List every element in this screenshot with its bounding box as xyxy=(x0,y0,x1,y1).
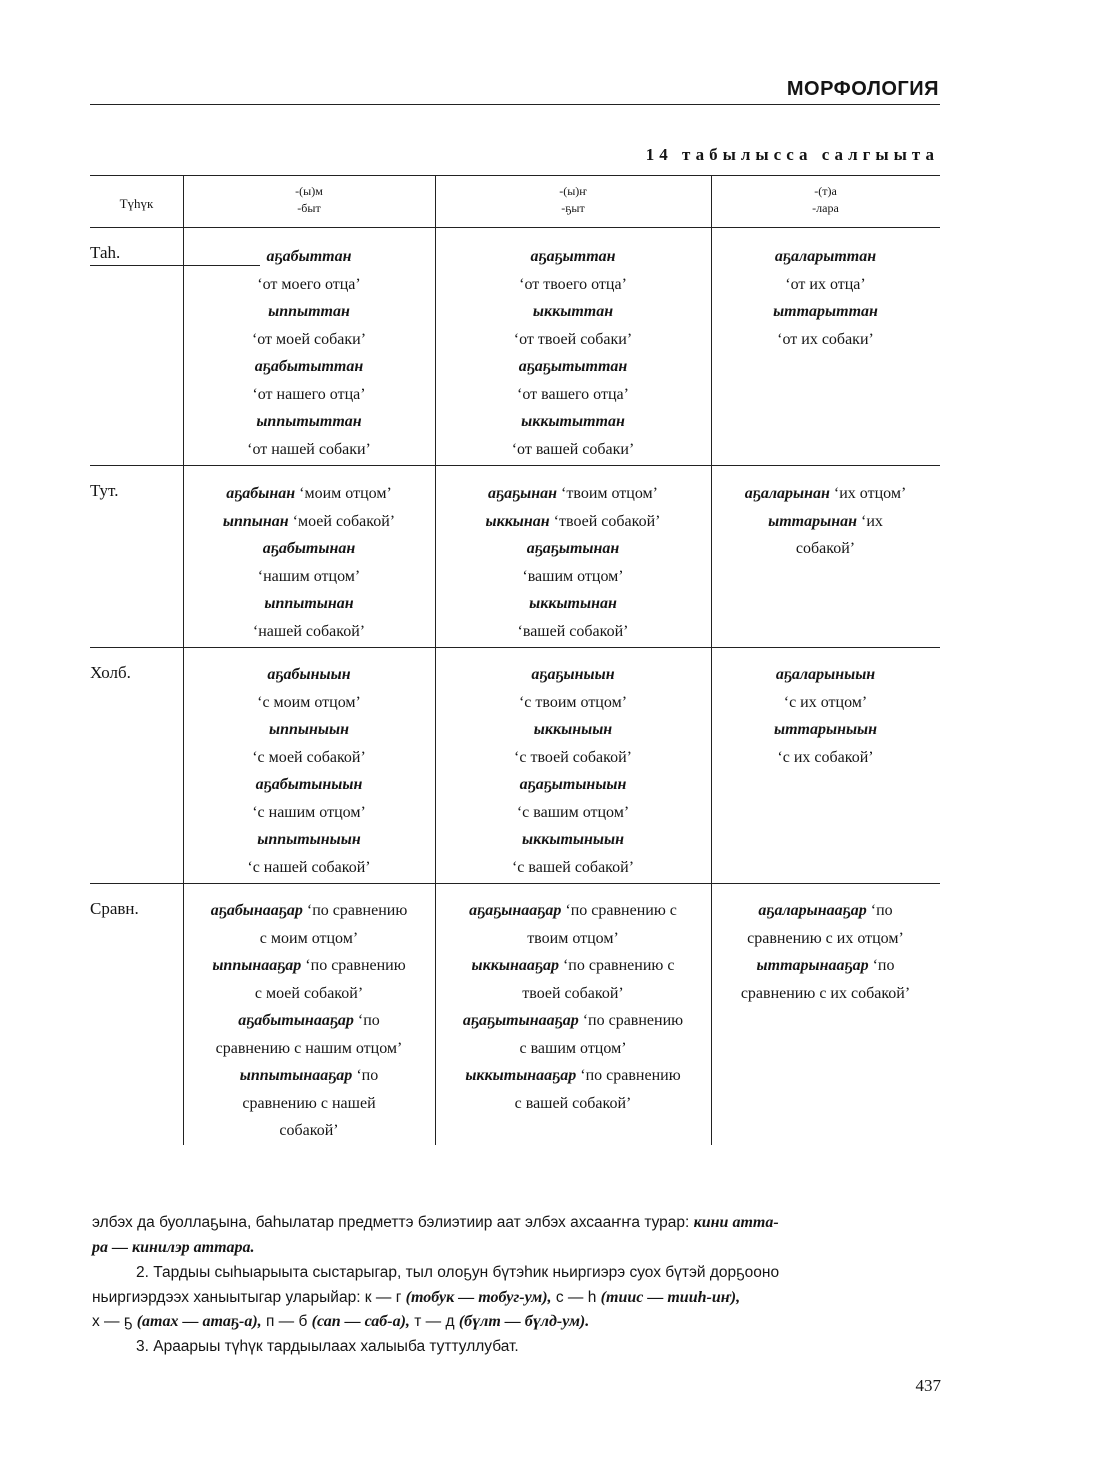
cell-sravn-col1 xyxy=(183,897,435,1145)
example-run: кини атта- xyxy=(693,1214,779,1231)
cell-sravn-col3 xyxy=(711,897,940,1007)
cell-line xyxy=(183,1062,435,1090)
cell-word: аҕаларынааҕар xyxy=(758,902,867,919)
cell-gloss: ‘по сравнению xyxy=(582,1012,684,1029)
text-run: х — ҕ xyxy=(92,1313,133,1330)
cell-sravn-col2 xyxy=(435,897,711,1117)
cell-line: ‘от вашей собаки’ xyxy=(511,440,635,458)
cell-word: ыккынан xyxy=(485,512,550,530)
cell-line: ‘нашей собакой’ xyxy=(252,622,366,640)
cell-line: ыппытыныын xyxy=(257,831,361,848)
cell-word: аҕаҕынан xyxy=(487,485,558,502)
cell-line xyxy=(711,952,940,980)
cell-line: аҕаҕытынан xyxy=(526,540,620,557)
text-run: с — һ xyxy=(555,1288,597,1306)
cell-line: ыккытыттан xyxy=(521,413,625,430)
cell-line: ‘от их отца’ xyxy=(785,275,866,293)
table-rule-row2 xyxy=(90,647,940,648)
cell-holb-col1 xyxy=(183,661,435,881)
cell-line: ‘с нашей собакой’ xyxy=(247,858,371,876)
cell-line: аҕабытынан xyxy=(262,540,356,557)
cell-line: ‘с моим отцом’ xyxy=(257,693,361,711)
header-col2-suffix-pl: -ҕыт xyxy=(561,201,585,215)
example-run: (сап — саб-а), xyxy=(311,1313,410,1330)
cell-line: ыппыныын xyxy=(269,721,349,738)
header-col2-suffix-sg: -(ы)ҥ xyxy=(559,184,587,198)
body-paragraph-1 xyxy=(92,1211,944,1260)
cell-gloss: ‘по сравнению xyxy=(306,902,408,919)
cell-line: ‘от моего отца’ xyxy=(257,275,361,293)
cell-line: аҕаларыныын xyxy=(775,666,876,683)
cell-line: ‘вашим отцом’ xyxy=(522,567,624,585)
cell-line: ыттарыныын xyxy=(773,721,878,738)
cell-line: ‘с нашим отцом’ xyxy=(252,803,366,821)
cell-line: ‘вашей собакой’ xyxy=(517,622,629,640)
body-paragraph-3 xyxy=(92,1335,944,1360)
cell-line xyxy=(435,480,711,508)
cell-line: ‘от твоего отца’ xyxy=(519,275,627,293)
cell-line: с вашей собакой’ xyxy=(514,1094,632,1112)
text-run: ньиргиэрдээх ханыытыгар уларыйар: к — г xyxy=(92,1288,402,1306)
cell-tut-col2 xyxy=(435,480,711,645)
text-run: т — д xyxy=(414,1313,455,1330)
cell-line: аҕабыныын xyxy=(267,666,351,683)
cell-line: ыппытынан xyxy=(264,595,354,612)
cell-line: аҕаҕыныын xyxy=(531,666,615,683)
cell-line xyxy=(711,480,940,508)
cell-line: аҕабытыттан xyxy=(254,358,364,375)
text-line xyxy=(92,1310,944,1335)
cell-line: аҕаҕытыныын xyxy=(519,776,627,793)
cell-line: ыккытыныын xyxy=(522,831,624,848)
cell-word: аҕабынааҕар xyxy=(210,902,303,919)
cell-holb-col2 xyxy=(435,661,711,881)
cell-line xyxy=(183,508,435,536)
cell-tut-col1 xyxy=(183,480,435,645)
cell-tut-col3 xyxy=(711,480,940,563)
cell-tah-col3 xyxy=(711,243,940,353)
cell-line: ‘с их отцом’ xyxy=(783,693,868,711)
cell-line: аҕабытыныын xyxy=(255,776,363,793)
cell-line xyxy=(183,480,435,508)
cell-word: ыттарынан xyxy=(768,512,857,530)
cell-line xyxy=(183,897,435,925)
cell-line: аҕабыттан xyxy=(266,248,352,265)
cell-line xyxy=(711,897,940,925)
cell-line: ‘с моей собакой’ xyxy=(252,748,366,766)
cell-line: аҕаҕыттан xyxy=(530,248,616,265)
cell-holb-col3 xyxy=(711,661,940,771)
cell-line: ‘от моей собаки’ xyxy=(251,330,367,348)
cell-line: ыккыттан xyxy=(532,303,614,320)
cell-gloss: ‘твоим отцом’ xyxy=(561,485,658,502)
cell-line: ‘от вашего отца’ xyxy=(517,385,629,403)
cell-line xyxy=(435,1007,711,1035)
text-line xyxy=(92,1286,944,1311)
text-line: ра — кинилэр аттара. xyxy=(92,1238,255,1256)
case-label-tah: Таһ. xyxy=(90,243,121,262)
header-column-2 xyxy=(435,183,711,217)
example-run: (бүлт — бүлд-ум). xyxy=(458,1313,590,1330)
cell-word: аҕабынан xyxy=(226,485,296,502)
cell-gloss: ‘по xyxy=(872,957,895,974)
cell-line xyxy=(711,508,940,536)
table-rule-top xyxy=(90,175,940,176)
cell-gloss: ‘по сравнению с xyxy=(562,957,675,974)
cell-gloss: ‘по сравнению xyxy=(580,1067,681,1084)
cell-word: ыккытынааҕар xyxy=(465,1067,577,1084)
cell-line: ‘с вашим отцом’ xyxy=(516,803,630,821)
cell-tah-col1 xyxy=(183,243,435,463)
cell-word: аҕаҕынааҕар xyxy=(469,902,562,919)
cell-line: ыппытыттан xyxy=(256,413,362,430)
declension-table xyxy=(90,175,940,1150)
header-rule xyxy=(90,104,940,105)
cell-word: ыппынааҕар xyxy=(212,957,302,974)
header-case-column: Түһүк xyxy=(119,196,154,211)
cell-gloss: ‘по сравнению с xyxy=(565,902,677,919)
cell-gloss: ‘моим отцом’ xyxy=(299,485,392,502)
cell-line: ‘от их собаки’ xyxy=(777,330,874,348)
example-run: (атах — атаҕ-а), xyxy=(136,1313,262,1330)
cell-line xyxy=(435,952,711,980)
text-line xyxy=(92,1211,944,1236)
table-caption: 14 табылысса салгыыта xyxy=(645,145,939,164)
cell-line: сравнению с нашим отцом’ xyxy=(215,1039,403,1057)
cell-word: ыппытынааҕар xyxy=(239,1067,353,1084)
cell-line: сравнению с нашей xyxy=(242,1094,376,1112)
text-run: элбэх да буоллаҕына, баһылатар предметтэ бэлиэтиир аат элбэх ахсааҥҥа турар: xyxy=(92,1214,690,1231)
cell-word: аҕаҕытынааҕар xyxy=(462,1012,579,1029)
cell-line: ‘с твоей собакой’ xyxy=(514,748,632,766)
cell-line: ыккыныын xyxy=(533,721,613,738)
cell-gloss: ‘по сравнению xyxy=(305,957,406,974)
cell-line xyxy=(435,1062,711,1090)
cell-gloss: ‘их отцом’ xyxy=(833,485,907,502)
cell-line xyxy=(435,508,711,536)
text-run: п — б xyxy=(265,1313,308,1330)
page-header-title: МОРФОЛОГИЯ xyxy=(786,78,939,100)
cell-word: аҕаларынан xyxy=(744,485,830,502)
table-rule-header xyxy=(90,227,940,228)
table-rule-row3 xyxy=(90,883,940,884)
header-col3-suffix-sg: -(т)а xyxy=(814,184,837,198)
cell-line xyxy=(435,897,711,925)
cell-line: собакой’ xyxy=(279,1122,339,1139)
cell-line: сравнению с их отцом’ xyxy=(747,929,904,947)
cell-gloss: ‘по xyxy=(870,902,893,919)
cell-line: ыттарыттан xyxy=(773,303,878,320)
header-column-1 xyxy=(183,183,435,217)
case-label-tut: Тут. xyxy=(90,481,119,500)
cell-line: ‘от нашего отца’ xyxy=(252,385,366,403)
cell-line xyxy=(183,952,435,980)
cell-tah-col2 xyxy=(435,243,711,463)
cell-line: с моим отцом’ xyxy=(259,929,359,947)
case-label-sravn: Сравн. xyxy=(90,899,139,918)
cell-line: ыппыттан xyxy=(268,303,350,320)
cell-word: ыттарынааҕар xyxy=(756,957,869,974)
example-run: (тиис — тииһ-иҥ), xyxy=(600,1288,741,1306)
text-line: 2. Тардыы сыһыарыыта сыстарыгар, тыл олоҕун бүтэһик ньиргиэрэ суох бүтэй дорҕооно xyxy=(136,1264,780,1281)
cell-gloss: ‘их xyxy=(860,512,883,530)
cell-word: ыппынан xyxy=(222,512,289,530)
cell-gloss: ‘моей собакой’ xyxy=(292,512,396,530)
cell-line: аҕаларыттан xyxy=(774,248,877,265)
cell-line xyxy=(183,1007,435,1035)
cell-word: ыккынааҕар xyxy=(471,957,559,974)
cell-line: ‘от твоей собаки’ xyxy=(513,330,633,348)
text-line: 3. Араарыы түһүк тардыылаах халыыба туттуллубат. xyxy=(136,1338,519,1355)
cell-line: аҕаҕытыттан xyxy=(518,358,628,375)
case-label-holb: Холб. xyxy=(90,663,131,682)
cell-line: твоей собакой’ xyxy=(522,984,624,1002)
table-rule-row1 xyxy=(90,465,940,466)
cell-line: сравнению с их собакой’ xyxy=(740,984,911,1002)
cell-line: с вашим отцом’ xyxy=(519,1039,627,1057)
cell-gloss: ‘по xyxy=(356,1067,379,1084)
header-col3-suffix-pl: -лара xyxy=(812,201,839,215)
header-col1-suffix-pl: -быт xyxy=(297,201,321,215)
cell-line: ыккытынан xyxy=(529,595,617,612)
page-number: 437 xyxy=(915,1376,941,1395)
cell-line: ‘нашим отцом’ xyxy=(257,567,361,585)
cell-word: аҕабытынааҕар xyxy=(238,1012,354,1029)
cell-line: ‘от нашей собаки’ xyxy=(247,440,371,458)
cell-line: ‘с их собакой’ xyxy=(777,748,874,766)
cell-line: ‘с вашей собакой’ xyxy=(511,858,635,876)
example-run: (тобук — тобуг-ум), xyxy=(405,1288,552,1306)
cell-line: с моей собакой’ xyxy=(254,984,364,1002)
cell-line: собакой’ xyxy=(795,540,856,557)
header-column-3 xyxy=(711,183,940,217)
header-col1-suffix-sg: -(ы)м xyxy=(295,184,323,198)
cell-gloss: ‘по xyxy=(357,1012,380,1029)
cell-gloss: ‘твоей собакой’ xyxy=(553,512,661,530)
body-paragraph-2 xyxy=(92,1261,944,1335)
cell-line: ‘с твоим отцом’ xyxy=(518,693,628,711)
cell-line: твоим отцом’ xyxy=(527,929,619,947)
